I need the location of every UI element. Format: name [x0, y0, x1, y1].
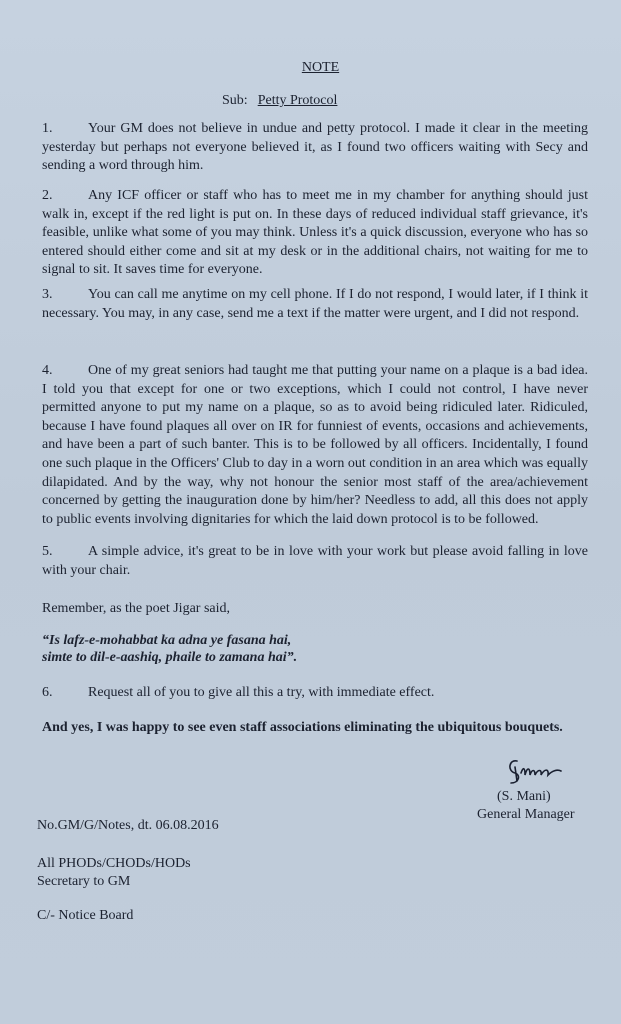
- paragraph-number: 5.: [42, 544, 53, 559]
- paragraph-number: 3.: [42, 287, 53, 302]
- paragraph-number: 4.: [42, 363, 53, 378]
- remember-line: Remember, as the poet Jigar said,: [42, 601, 230, 616]
- note-title: NOTE: [301, 60, 340, 75]
- distribution-list: [37, 855, 191, 891]
- paragraph-1: [42, 120, 588, 176]
- paragraph-3: [42, 286, 588, 323]
- paragraph-number: 6.: [42, 685, 53, 700]
- subject-value: Petty Protocol: [257, 93, 338, 108]
- quote-line-1: “Is lafz-e-mohabbat ka adna ye fasana hai,: [42, 633, 292, 648]
- paragraph-number: 1.: [42, 121, 53, 136]
- copy-to: C/- Notice Board: [37, 908, 134, 923]
- quote-line-2: simte to dil-e-aashiq, phaile to zamana hai”.: [42, 650, 298, 665]
- paragraph-text: One of my great seniors had taught me that putting your name on a plaque is a bad idea. I told you that except for one or two exceptions, which I could not control, I have never permitted anyone to put my name on a plaque, so as to avoid being ridiculed later. Ridiculed, because I have found plaques all over on IR for funniest of events, occasions and achievements, and have been a part of such banter. This is to be followed by all officers. Incidentally, I found one such plaque in the Officers' Club to day in a worn out condition in an area which was equally dilapidated. And by the way, why not honour the senior most staff of the area/achievement concerned by getting the inauguration done by him/her? Needless to add, all this does not apply to public events involving dignitaries for which the laid down protocol is to be followed.: [42, 363, 588, 527]
- paragraph-5: [42, 543, 588, 580]
- signatory-name: (S. Mani): [497, 789, 551, 804]
- paragraph-text: Your GM does not believe in undue and petty protocol. I made it clear in the meeting yesterday but perhaps not everyone believed it, as I found two officers waiting with Secy and sending a word through him.: [42, 121, 588, 174]
- distribution-line-1: All PHODs/CHODs/HODs: [37, 856, 191, 871]
- closing-remark: And yes, I was happy to see even staff associations eliminating the ubiquitous bouquets.: [42, 720, 563, 735]
- subject-line: [222, 93, 337, 109]
- paragraph-text: Request all of you to give all this a try, with immediate effect.: [88, 685, 435, 700]
- paragraph-6: [42, 684, 588, 703]
- poet-quote: [42, 632, 297, 666]
- subject-label: Sub:: [222, 93, 248, 108]
- paragraph-text: You can call me anytime on my cell phone. If I do not respond, I would later, if I think it necessary. You may, in any case, send me a text if the matter were urgent, and I did not respond.: [42, 287, 588, 321]
- distribution-line-2: Secretary to GM: [37, 874, 131, 889]
- signatory-designation: General Manager: [477, 807, 575, 822]
- paragraph-4: [42, 362, 588, 529]
- paragraph-number: 2.: [42, 188, 53, 203]
- reference-number: No.GM/G/Notes, dt. 06.08.2016: [37, 818, 219, 833]
- handwritten-signature: [505, 755, 565, 789]
- paragraph-text: A simple advice, it's great to be in love with your work but please avoid falling in love with your chair.: [42, 544, 588, 578]
- paragraph-2: [42, 187, 588, 280]
- paragraph-text: Any ICF officer or staff who has to meet me in my chamber for anything should just walk in, except if the red light is put on. In these days of reduced individual staff grievance, it's feasible, unlike what some of you may think. Unless it's a quick discussion, everyone who has so entered should either come and sit at my desk or in the additional chairs, not waiting for me to signal to sit. It saves time for everyone.: [42, 188, 588, 278]
